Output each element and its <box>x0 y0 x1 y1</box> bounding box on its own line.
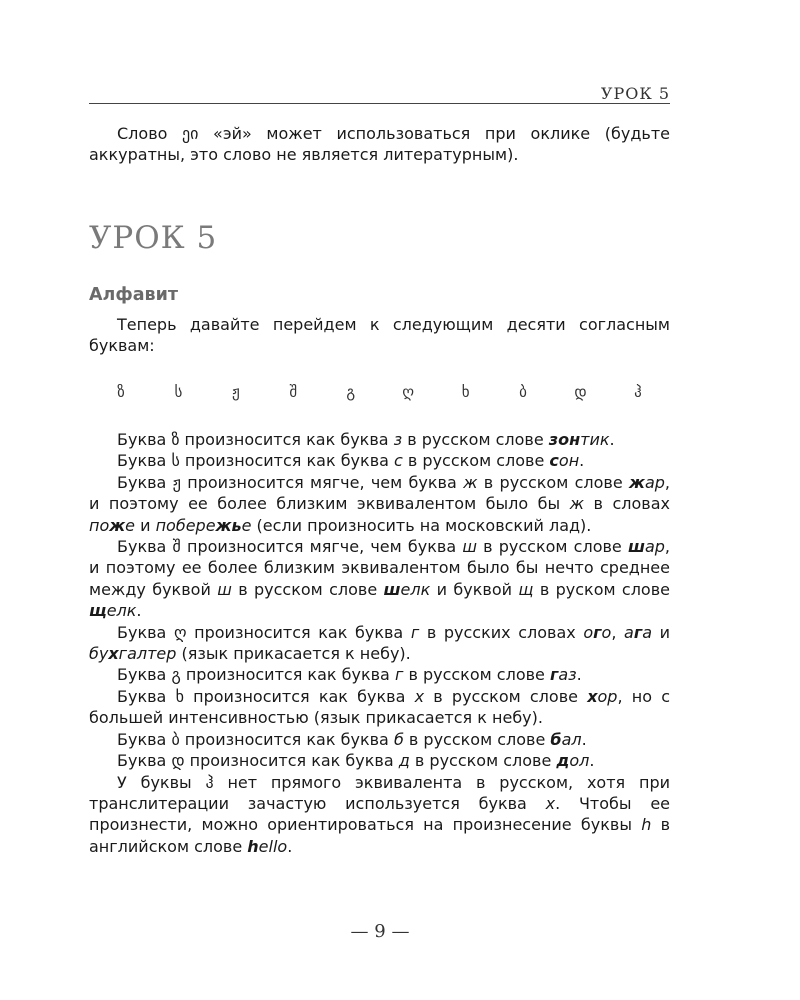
letter-paragraph-h <box>89 772 670 858</box>
italic-text: о <box>601 622 612 642</box>
bold-italic-text: х <box>587 686 598 706</box>
georgian-letter: ზ <box>171 430 180 449</box>
text-span: , и поэтому ее более близким эквивалентом было бы нечто среднее между буквой <box>89 537 670 599</box>
italic-text: ол <box>569 751 590 771</box>
italic-text: тик <box>580 430 610 449</box>
bold-italic-text: ш <box>627 537 645 557</box>
italic-text: щ <box>518 579 534 599</box>
text-span: и <box>652 622 671 642</box>
text-span: Буква <box>117 430 172 449</box>
italic-text: х <box>414 686 425 706</box>
text-span: произносится как буква <box>184 751 399 771</box>
text-span: Слово <box>117 124 183 143</box>
text-span: . <box>136 601 142 621</box>
text-span: Буква <box>117 729 172 749</box>
letter-paragraph-d <box>89 750 670 771</box>
italic-text: ж <box>463 472 478 492</box>
letter-paragraph-z <box>89 429 670 450</box>
italic-text: ж <box>569 494 585 514</box>
georgian-letter: დ <box>171 751 185 771</box>
georgian-letter: ხ <box>461 383 470 401</box>
text-span: в русском слове <box>403 665 550 685</box>
bold-italic-text: б <box>550 729 562 749</box>
georgian-word: ეი <box>182 124 199 143</box>
italic-text: ello <box>258 836 288 856</box>
text-span: . Чтобы ее произнести, можно ориентироваться на произнесение буквы <box>89 793 671 835</box>
georgian-letter: ბ <box>519 383 527 401</box>
bold-italic-text: г <box>633 622 643 642</box>
letter-paragraph-gh <box>89 622 670 665</box>
italic-text: ор <box>597 686 618 706</box>
italic-text: г <box>394 665 404 685</box>
italic-text: а <box>642 622 652 642</box>
italic-text: по <box>89 515 110 535</box>
text-span: «эй» может использоваться при оклике (будьте аккуратны, это слово не является литературным). <box>89 124 670 165</box>
text-span: Буква <box>117 537 173 557</box>
georgian-letter: ზ <box>117 383 125 401</box>
text-span: произносится как буква <box>183 686 415 706</box>
text-span: в русском слове <box>476 537 628 557</box>
text-span: , но с большей интенсивностью (язык прикасается к небу). <box>89 686 671 728</box>
georgian-letter: ს <box>174 383 183 401</box>
italic-text: е <box>125 515 136 535</box>
text-span: , <box>611 622 625 642</box>
text-span: произносится как буква <box>179 729 394 749</box>
text-span: нет прямого эквивалента в русском, хотя при транслитерации зачастую используется буква <box>89 772 670 813</box>
italic-text: ал <box>561 729 582 749</box>
georgian-letter: ჟ <box>231 383 240 401</box>
bold-italic-text: ж <box>109 515 126 535</box>
text-span: произносится как буква <box>186 622 411 642</box>
bold-italic-text: г <box>593 622 602 642</box>
italic-text: о <box>583 622 594 642</box>
text-span: в русском слове <box>231 579 384 599</box>
text-span: в русском слове <box>403 729 551 749</box>
running-head: УРОК 5 <box>600 84 670 103</box>
bold-italic-text: х <box>108 644 119 664</box>
text-span: в английском слове <box>89 815 671 856</box>
italic-text: ш <box>462 537 477 557</box>
lesson-title: УРОК 5 <box>89 220 218 256</box>
italic-text: галтер <box>118 644 177 664</box>
text-span: и <box>135 515 156 535</box>
text-span: . <box>589 751 595 771</box>
italic-text: е <box>241 515 252 535</box>
italic-text: с <box>394 451 403 471</box>
text-span: Буква <box>117 751 172 771</box>
text-span: . <box>609 430 615 449</box>
georgian-letter: გ <box>346 383 356 401</box>
text-span: . <box>581 729 587 749</box>
bold-italic-text: жь <box>215 515 242 535</box>
header-rule <box>89 103 670 104</box>
text-span: Буква <box>117 665 172 685</box>
bold-italic-text: д <box>556 751 570 771</box>
text-span: Буква <box>117 451 172 471</box>
lead-paragraph <box>89 314 670 357</box>
lead-text: Теперь давайте перейдем к следующим десяти согласным буквам: <box>89 315 670 356</box>
text-span: Буква <box>117 472 173 492</box>
italic-text: ш <box>217 579 232 599</box>
section-title: Алфавит <box>89 285 179 305</box>
italic-text: з <box>393 430 403 449</box>
italic-text: елк <box>400 579 431 599</box>
letter-descriptions <box>89 429 670 857</box>
text-span: Буква <box>117 686 176 706</box>
letter-paragraph-s <box>89 450 670 471</box>
italic-text: он <box>558 451 580 471</box>
text-span: произносится как буква <box>179 430 394 449</box>
bold-italic-text: г <box>549 665 559 685</box>
italic-text: побере <box>155 515 216 535</box>
bold-italic-text: с <box>549 451 559 471</box>
georgian-letter: შ <box>289 383 298 401</box>
letter-paragraph-kh <box>89 686 670 729</box>
georgian-letter: ჟ <box>172 472 181 492</box>
letter-paragraph-b <box>89 729 670 750</box>
italic-text: х <box>545 793 556 813</box>
italic-text: д <box>398 751 410 771</box>
text-span: произносится мягче, чем буква <box>180 537 463 557</box>
georgian-letter: შ <box>172 537 181 557</box>
text-span: и буквой <box>430 579 519 599</box>
georgian-letter: ღ <box>173 622 187 642</box>
bold-italic-text: h <box>247 836 259 856</box>
italic-text: г <box>410 622 420 642</box>
italic-text: бу <box>89 644 109 664</box>
text-span: в русских словах <box>419 622 584 642</box>
text-span: в русском слове <box>424 686 588 706</box>
georgian-letter: დ <box>574 383 587 401</box>
text-span: , и поэтому ее более близким эквивалентом было бы <box>89 472 670 514</box>
italic-text: ар <box>644 537 665 557</box>
intro-paragraph <box>89 123 670 166</box>
italic-text: ар <box>644 472 665 492</box>
georgian-letters-row <box>89 383 670 407</box>
georgian-letter: ს <box>171 451 180 471</box>
text-span: произносится мягче, чем буква <box>180 472 464 492</box>
italic-text: а <box>624 622 634 642</box>
italic-text: h <box>641 815 652 835</box>
text-span: в русском слове <box>477 472 630 492</box>
italic-text: елк <box>106 601 137 621</box>
text-span: произносится как буква <box>179 451 395 471</box>
georgian-letter: გ <box>171 665 181 685</box>
georgian-letter: ბ <box>171 729 180 749</box>
georgian-letter: ჰ <box>634 383 642 401</box>
italic-text: аз <box>558 665 577 685</box>
text-span: Буква <box>117 622 174 642</box>
italic-text: б <box>393 729 404 749</box>
georgian-letter: ღ <box>402 383 415 401</box>
text-span: в руском слове <box>533 579 670 599</box>
bold-italic-text: ш <box>383 579 401 599</box>
bold-italic-text: щ <box>89 601 107 621</box>
text-span: . <box>576 665 582 685</box>
text-span: в русском слове <box>409 751 557 771</box>
text-span: . <box>287 836 293 856</box>
bold-italic-text: зон <box>548 430 581 449</box>
text-span: произносится как буква <box>180 665 395 685</box>
letter-paragraph-sh <box>89 536 670 622</box>
letter-paragraph-g <box>89 664 670 685</box>
text-span: в русском слове <box>402 430 549 449</box>
text-span: в русском слове <box>402 451 550 471</box>
text-span: . <box>579 451 585 471</box>
georgian-letter: ხ <box>175 686 184 706</box>
text-span: в словах <box>584 494 670 514</box>
bold-italic-text: ж <box>629 472 645 492</box>
letter-paragraph-zh <box>89 472 670 536</box>
georgian-letter: ჰ <box>205 772 214 792</box>
page-number: — 9 — <box>350 921 410 942</box>
text-span: У буквы <box>117 772 206 792</box>
text-span: (язык прикасается к небу). <box>176 644 411 664</box>
text-span: (если произносить на московский лад). <box>251 515 592 535</box>
